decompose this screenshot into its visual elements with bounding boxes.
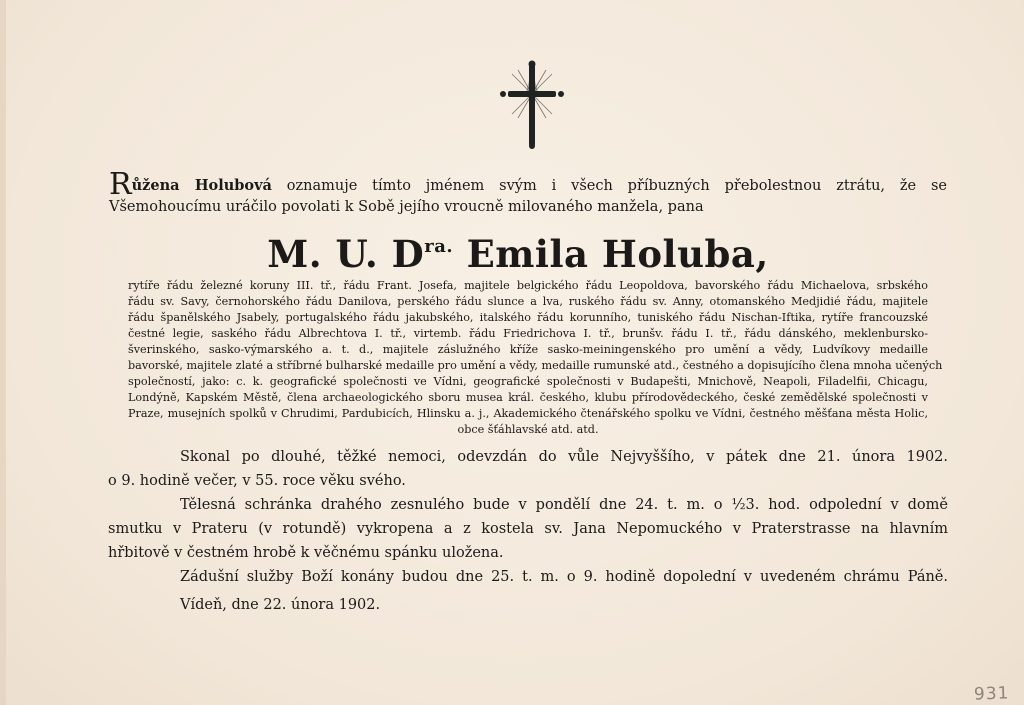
funeral-line-2: smutku v Prateru (v rotundě) vykropena a z kostela sv. Jana Nepomuckého v Praterstrasse na hlavním [108, 521, 948, 537]
deceased-name-heading [6, 232, 1024, 276]
deceased-superscript: ra. [424, 236, 454, 257]
place-date: Vídeň, dne 22. února 1902. [180, 597, 381, 613]
drop-cap: R [109, 167, 132, 202]
titles-line: společností, jako: c. k. geografické společnosti ve Vídni, geografické společnosti v Budapešti, Mnichově, Neapoli, Filadelfii, Chicagu, [128, 375, 928, 388]
titles-line: rytíře řádu železné koruny III. tř., řádu Frant. Josefa, majitele belgického řádu Leopoldova, bavorského řádu Michaelova, srbského [128, 279, 928, 292]
archive-number: 931 [973, 683, 1010, 705]
death-line-2: o 9. hodině večer, v 55. roce věku svého. [108, 473, 406, 489]
funeral-line-1: Tělesná schránka drahého zesnulého bude v pondělí dne 24. t. m. o ½3. hod. odpolední v domě [180, 497, 948, 513]
mass-line: Zádušní služby Boží konány budou dne 25. t. m. o 9. hodině dopolední v uvedeném chrámu Páně. [180, 569, 948, 585]
funeral-line-3: hřbitově v čestném hrobě k věčnému spánku uložena. [108, 545, 504, 561]
titles-line: bavorské, majitele zlaté a stříbrné bulharské medaille pro umění a vědy, medaille rumunské atd., čestného a dopisujícího člena mnoha učených [128, 359, 943, 372]
announcement-line-1 [109, 167, 948, 202]
cross-icon [498, 58, 566, 150]
deceased-prefix: M. U. D [267, 232, 425, 276]
titles-line: řádu sv. Savy, černohorského řádu Danilova, perského řádu slunce a lva, ruského řádu sv. Anny, otomanského Medjidié řádu, majitele [128, 295, 928, 308]
titles-line: Praze, musejních spolků v Chrudimi, Pardubicích, Hlinsku a. j., Akademického čtenářského spolku ve Vídni, čestného měšťana města Holic, [128, 407, 928, 420]
titles-line: šverinského, sasko-výmarského a. t. d., majitele záslužného kříže sasko-meiningenského pro umění a vědy, Ludvíkovy medaille [128, 343, 928, 356]
titles-line: Londýně, Kapském Městě, člena archaeologického sboru musea král. českého, klubu přírodovědeckého, české zemědělské společnosti v [128, 391, 928, 404]
announcement-text-1: oznamuje tímto jménem svým i všech příbuzných přebolestnou ztrátu, že se [286, 178, 948, 194]
titles-line: řádu španělského Jsabely, portugalského řádu jakubského, italského řádu korunního, tuniského řádu Nischan-Iftika, rytíře francouzské [128, 311, 928, 324]
titles-line: obce šťáhlavské atd. atd. [457, 423, 599, 436]
titles-line: čestné legie, saského řádu Albrechtova I. tř., virtemb. řádu Friedrichova I. tř., brunšv. řádu I. tř., řádu dánského, meklenbursko- [128, 327, 928, 340]
announcement-line-2: Všemohoucímu uráčilo povolati k Sobě jejího vroucně milovaného manžela, pana [109, 199, 704, 215]
deceased-name: Emila Holuba, [466, 232, 769, 276]
death-line-1: Skonal po dlouhé, těžké nemoci, odevzdán do vůle Nejvyššího, v pátek dne 21. února 1902. [180, 449, 948, 465]
widow-name: ůžena Holubová [131, 177, 272, 194]
